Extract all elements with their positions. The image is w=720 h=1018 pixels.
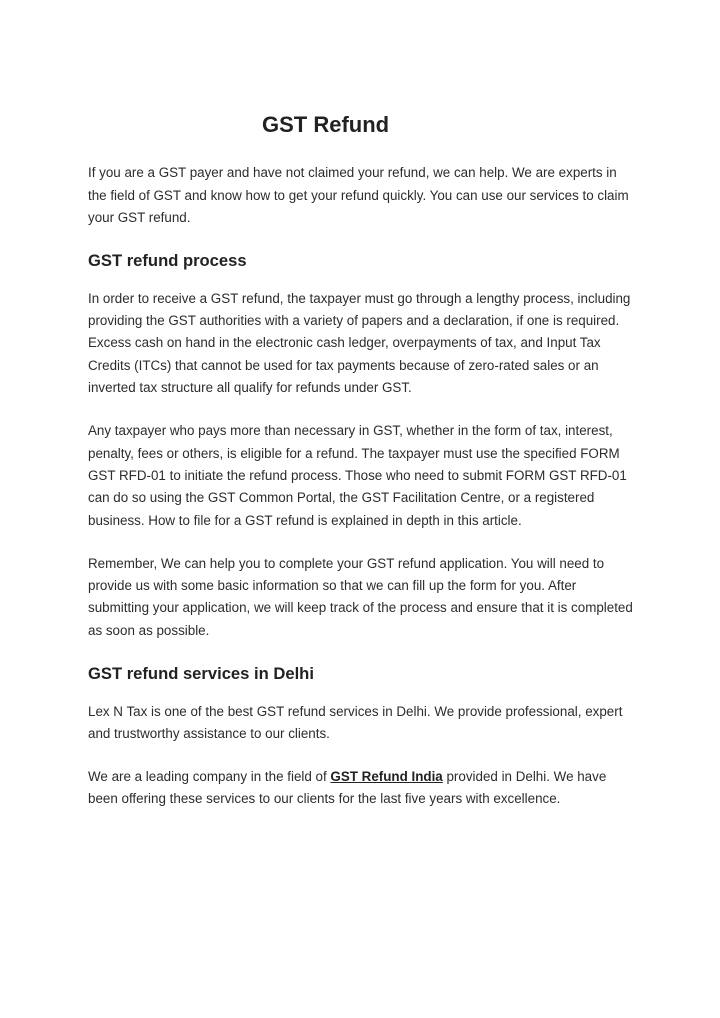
intro-paragraph: If you are a GST payer and have not claimed your refund, we can help. We are experts in the field of GST and know how to get your refund quickly. You can use our services to claim your GST refund. bbox=[88, 165, 629, 225]
refund-process-paragraph-3: Remember, We can help you to complete your GST refund application. You will need to provide us with some basic information so that we can fill up the form for you. After submitting your application, we will keep track of the process and ensure that it is completed as soon as possible. bbox=[88, 555, 633, 638]
closing-text-after-link: provided in Delhi. We have been offering these services to our clients for the last five years with excellence. bbox=[88, 769, 607, 807]
refund-process-paragraph-1: In order to receive a GST refund, the taxpayer must go through a lengthy process, including providing the GST authorities with a variety of papers and a declaration, if one is required. Excess cash on hand in the electronic cash ledger, overpayments of tax, and Input Tax Credits (ITCs) that cannot be used for tax payments because of zero-rated sales or an inverted tax structure all qualify for refunds under GST. bbox=[88, 290, 631, 396]
document-title: GST Refund bbox=[262, 112, 390, 137]
section-heading-refund-process: GST refund process bbox=[88, 251, 247, 271]
closing-text-before-link: We are a leading company in the field of bbox=[88, 769, 331, 785]
document-content bbox=[88, 112, 636, 832]
section-heading-delhi-services: GST refund services in Delhi bbox=[88, 664, 314, 683]
refund-process-paragraph-2: Any taxpayer who pays more than necessary in GST, whether in the form of tax, interest, penalty, fees or others, is eligible for a refund. The taxpayer must use the specified FORM GST RFD-01 to initiate the refund process. Those who need to submit FORM GST RFD-01 can do so using the GST Common Portal, the GST Facilitation Centre, or a registered business. How to file for a GST refund is explained in depth in this article. bbox=[88, 423, 627, 528]
delhi-services-closing-paragraph bbox=[88, 766, 636, 811]
gst-refund-india-link[interactable]: GST Refund India bbox=[330, 769, 443, 785]
delhi-services-paragraph-1: Lex N Tax is one of the best GST refund services in Delhi. We provide professional, expert and trustworthy assistance to our clients. bbox=[88, 703, 623, 741]
